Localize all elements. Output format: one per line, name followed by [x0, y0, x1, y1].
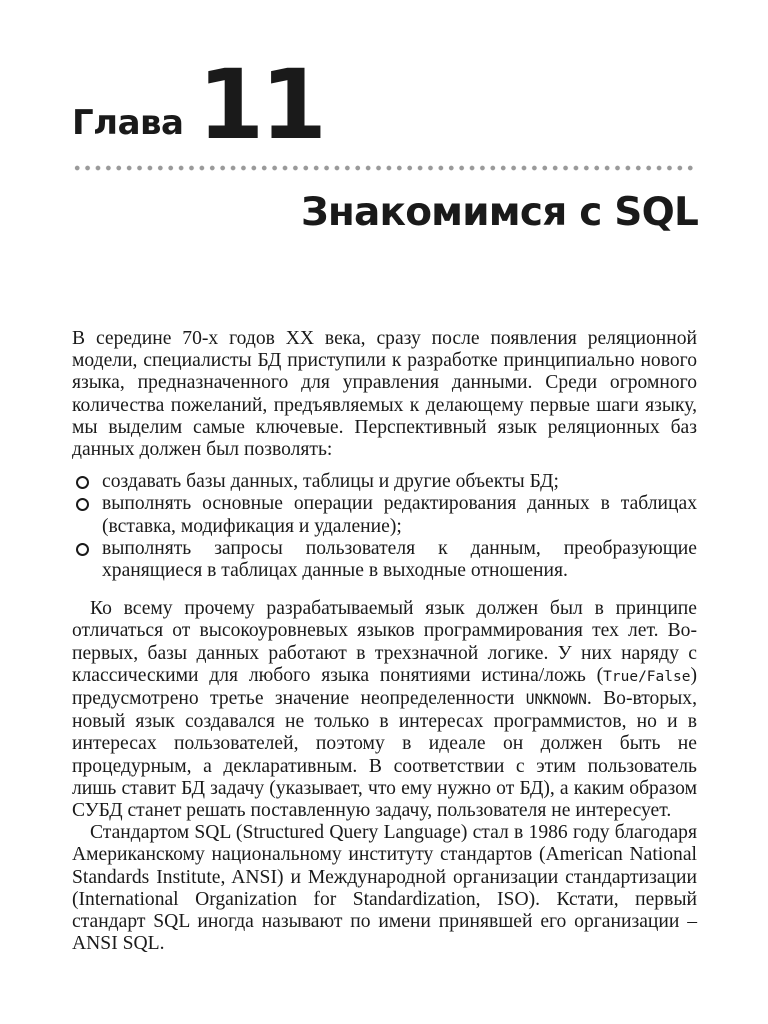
code-unknown: UNKNOWN: [525, 692, 587, 709]
circle-bullet-icon: [76, 476, 89, 489]
body-text: [72, 328, 697, 955]
list-item-text: создавать базы данных, таблицы и другие объекты БД;: [102, 471, 559, 493]
paragraph-language-goals: [72, 598, 697, 822]
list-item-text: выполнять основные операции редактирования данных в таблицах (вставка, модификация и удаление);: [102, 493, 697, 537]
paragraph-intro: В середине 70-х годов XX века, сразу после появления реляционной модели, специалисты БД приступили к разработке принципиально нового языка, предназначенного для управления данными. Среди огромного количества пожеланий, предъявляемых к делающему первые шаги языку, мы выделим самые ключевые. Перспективный язык реляционных баз данных должен был позволять:: [72, 328, 697, 461]
paragraph-text: Ко всему прочему разрабатываемый язык должен был в принципе отличаться от высокоуровневых языков программирования тех лет. Во-первых, базы данных работают в трехзначной логике. У них наряду с классическими для любого языка понятиями истина/ложь (: [72, 598, 697, 686]
dotted-divider: [72, 164, 696, 172]
circle-bullet-icon: [76, 498, 89, 511]
paragraph-sql-standard: Стандартом SQL (Structured Query Language) стал в 1986 году благодаря Американскому национальному институту стандартов (American National Standards Institute, ANSI) и Международной организации стандартизации (International Organization for Standardization, ISO). Кстати, первый стандарт SQL иногда называют по имени принявшей его организации – ANSI SQL.: [72, 822, 697, 955]
chapter-heading: [72, 49, 324, 161]
chapter-title: Знакомимся с SQL: [300, 190, 698, 235]
circle-bullet-icon: [76, 543, 89, 556]
list-item: [102, 538, 697, 582]
list-item: [102, 493, 697, 537]
list-item: [102, 471, 697, 493]
paragraph-text: ) предусмотрено третье значение неопределенности: [72, 664, 697, 710]
list-item-text: выполнять запросы пользователя к данным, преобразующие хранящиеся в таблицах данные в выходные отношения.: [102, 537, 697, 582]
code-true-false: True/False: [603, 668, 691, 685]
chapter-label: Глава: [72, 103, 184, 144]
chapter-number: 11: [197, 49, 324, 161]
paragraph-text: . Во-вторых, новый язык создавался не только в интересах программистов, но и в интересах пользователей, поэтому в идеале он должен быть не процедурным, а декларативным. В соответствии с этим пользователь лишь ставит БД задачу (указывает, что ему нужно от БД), а каким образом СУБД станет решать поставленную задачу, пользователя не интересует.: [72, 688, 697, 822]
bullet-list: [72, 471, 697, 582]
